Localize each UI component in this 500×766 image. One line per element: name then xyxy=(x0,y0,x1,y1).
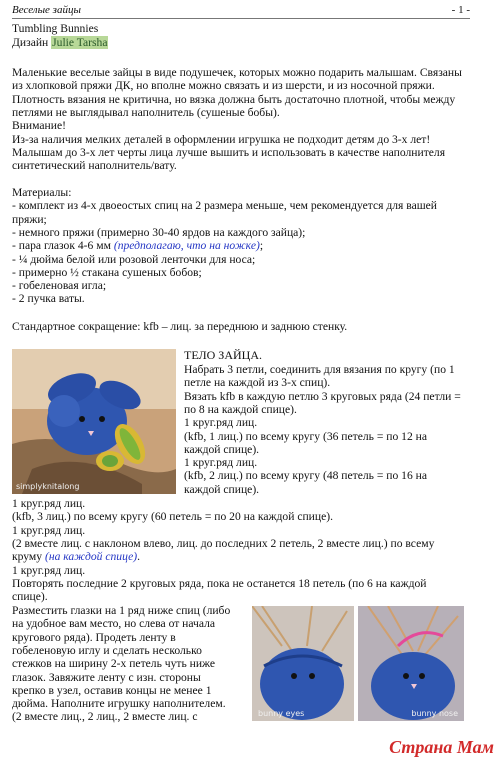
page-number: - 1 - xyxy=(451,4,470,16)
intro-line-text: Маленькие веселые зайцы в виде подушечек, которых можно подарить малышам. Связаны xyxy=(12,66,462,79)
page-header xyxy=(12,4,470,19)
body-line xyxy=(12,510,333,523)
body-heading: ТЕЛО ЗАЙЦА. xyxy=(184,348,262,362)
materials-item-text: - немного пряжи (примерно 30-40 ярдов на каждого зайца); xyxy=(12,225,306,239)
eyes-line-text: крепко в узел, оставив концы не менее 1 xyxy=(12,683,212,697)
nose-photo-caption: bunny nose xyxy=(411,709,458,718)
eyes-line-text: глазок. Завяжите ленту с изн. стороны xyxy=(12,670,201,684)
body-line xyxy=(12,564,85,577)
designer-link[interactable]: Julie Tarsha xyxy=(52,36,108,49)
intro-line xyxy=(12,93,455,106)
materials-heading: Материалы: xyxy=(12,186,72,199)
body-line xyxy=(12,577,427,590)
materials-item-text: - ¼ дюйма белой или розовой ленточки для носа; xyxy=(12,252,256,266)
eyes-line xyxy=(12,631,176,644)
eyes-line-text: Разместить глазки на 1 ряд ниже спиц (либо xyxy=(12,604,231,617)
body-line-text: каждой спице). xyxy=(184,442,260,456)
eyes-line xyxy=(12,644,202,657)
body-line-text: 1 круг.ряд лиц. xyxy=(12,563,86,577)
intro-line xyxy=(12,66,462,79)
materials-item xyxy=(12,226,305,239)
body-line xyxy=(184,430,427,443)
body-line-text: (kfb, 2 лиц.) по всему кругу (48 петель = по 16 на xyxy=(184,469,428,483)
body-line-text: Вязать kfb в каждую петлю 3 круговых ряда (24 петли = xyxy=(184,389,461,403)
eyes-line xyxy=(12,617,215,630)
intro-line xyxy=(12,133,430,146)
materials-item xyxy=(12,213,47,226)
body-line-text: спице). xyxy=(12,590,48,604)
eyes-line-text: кругового ряда). Продеть ленту в xyxy=(12,630,176,644)
body-line-text: 1 круг.ряд лиц. xyxy=(12,497,86,510)
materials-item xyxy=(12,253,255,266)
intro-line-text: из хлопковой пряжи ДК, но вполне можно связать и из шерсти, и из носочной пряжи. xyxy=(12,79,435,93)
materials-item-text: - пара глазок 4-6 мм xyxy=(12,239,114,253)
materials-item-text: - комплект из 4-х двоеостых спиц на 2 размера меньше, чем рекомендуется для вашей xyxy=(12,199,438,213)
intro-line-text: Малышам до 3-х лет черты лица лучше вышить и использовать в качестве наполнителя xyxy=(12,145,446,159)
eyes-line-text: гобеленовую иглу и сделать несколько xyxy=(12,643,202,657)
intro-line-text: Внимание! xyxy=(12,119,66,133)
body-line xyxy=(12,537,434,550)
body-line-text: Повторять последние 2 круговых ряда, пока не останется 18 петель (по 6 на каждой xyxy=(12,576,427,590)
materials-item xyxy=(12,279,106,292)
eyes-line xyxy=(12,604,230,617)
body-line-text: петле на каждой из 3-х спиц). xyxy=(184,376,331,390)
body-line xyxy=(184,376,330,389)
body-line xyxy=(12,590,48,603)
spoke-note-end: . xyxy=(137,550,141,564)
bunny-nose-photo xyxy=(358,606,464,721)
body-line-text: (2 вместе лиц. с наклоном влево, лиц. до последних 2 петель, 2 вместе лиц.) по всему xyxy=(12,536,435,550)
body-line-text: 1 круг.ряд лиц. xyxy=(184,456,258,470)
body-line xyxy=(184,403,297,416)
body-line-text: Набрать 3 петли, соединить для вязания по кругу (по 1 xyxy=(184,363,455,376)
body-line-text: каждой спице). xyxy=(184,482,260,496)
bunny-photo xyxy=(12,349,176,494)
eyes-photo-caption: bunny eyes xyxy=(258,709,305,718)
materials-item xyxy=(12,239,263,252)
eyes-note-end: ; xyxy=(259,239,264,253)
materials-item-text: - примерно ½ стакана сушеных бобов; xyxy=(12,265,202,279)
eyes-line xyxy=(12,657,215,670)
body-line xyxy=(12,550,140,563)
materials-item-text: - 2 пучка ваты. xyxy=(12,292,85,306)
materials-item xyxy=(12,199,437,212)
body-line-text: 1 круг.ряд лиц. xyxy=(184,416,258,430)
body-line xyxy=(184,443,259,456)
intro-line-text: синтетический наполнитель/вату. xyxy=(12,159,177,173)
materials-item xyxy=(12,266,202,279)
eyes-line xyxy=(12,671,201,684)
intro-line xyxy=(12,119,66,132)
body-line xyxy=(184,469,427,482)
intro-line-text: Из-за наличия мелких деталей в оформлении игрушка не подходит детям до 3-х лет! xyxy=(12,132,431,146)
intro-line xyxy=(12,79,435,92)
header-title: Веселые зайцы xyxy=(12,4,81,16)
eyes-line xyxy=(12,710,197,723)
body-line-text: (kfb, 1 лиц.) по всему кругу (36 петель = по 12 на xyxy=(184,429,428,443)
body-line xyxy=(12,497,85,510)
intro-line xyxy=(12,146,445,159)
designer-line xyxy=(12,36,108,49)
eyes-line-text: дюйма. Наполните игрушку наполнителем. xyxy=(12,697,226,711)
eyes-line xyxy=(12,697,226,710)
body-line-text: (kfb, 3 лиц.) по всему кругу (60 петель = по 20 на каждой спице). xyxy=(12,510,333,524)
body-line xyxy=(184,390,461,403)
body-line xyxy=(12,524,85,537)
intro-line xyxy=(12,106,280,119)
site-watermark: Страна Мам xyxy=(389,737,494,757)
eyes-line-text: стежков на ширину 2-х петель чуть ниже xyxy=(12,657,216,671)
body-line xyxy=(184,483,259,496)
body-line xyxy=(184,416,257,429)
intro-line xyxy=(12,159,177,172)
body-line-text: по 8 на каждой спице). xyxy=(184,402,297,416)
designer-prefix: Дизайн xyxy=(12,36,49,49)
eyes-note: (предполагаю, что на ножке) xyxy=(113,239,260,253)
body-line-text: 1 круг.ряд лиц. xyxy=(12,523,86,537)
intro-line-text: Плотность вязания не критична, но вязка должна быть достаточно плотной, чтобы между xyxy=(12,92,456,106)
materials-item-text: пряжи; xyxy=(12,212,47,226)
intro-line-text: петлями не выглядывал наполнитель (сушеные бобы). xyxy=(12,105,280,119)
body-line xyxy=(184,456,257,469)
spoke-note: (на каждой спице) xyxy=(44,550,138,564)
body-line xyxy=(184,363,455,376)
body-line-text: круму xyxy=(12,550,45,564)
eyes-line xyxy=(12,684,212,697)
materials-item-text: - гобеленовая игла; xyxy=(12,279,107,293)
bunny-eyes-photo xyxy=(252,606,354,721)
eyes-line-text: (2 вместе лиц., 2 лиц., 2 вместе лиц. с xyxy=(12,710,198,724)
materials-item xyxy=(12,292,85,305)
abbreviation-note: Стандартное сокращение: kfb – лиц. за переднюю и заднюю стенку. xyxy=(12,320,348,333)
eyes-line-text: на удобное вам место, но слева от начала xyxy=(12,617,216,631)
pattern-name: Tumbling Bunnies xyxy=(12,22,99,35)
photo-caption: simplyknitalong xyxy=(16,482,80,491)
